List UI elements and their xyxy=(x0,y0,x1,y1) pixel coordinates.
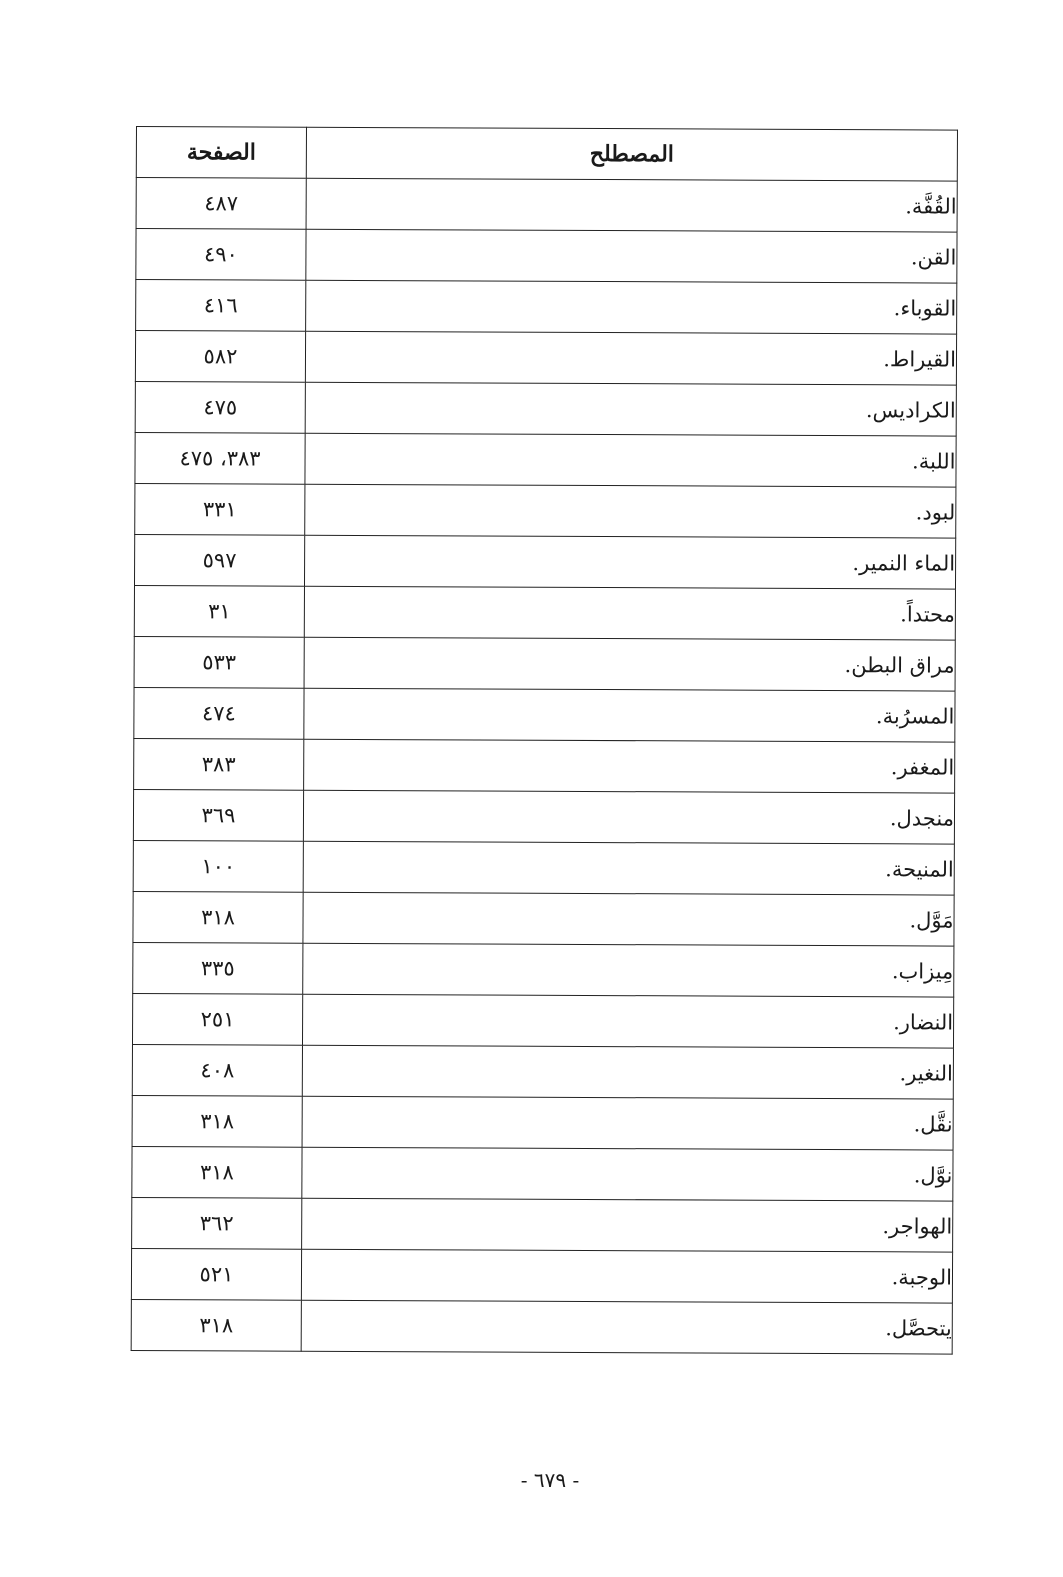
term-cell: مراق البطن. xyxy=(304,637,955,691)
page-cell: ٤١٦ xyxy=(136,280,306,332)
term-cell: القن. xyxy=(306,229,957,283)
table-row xyxy=(133,942,954,997)
page-cell: ٥٨٢ xyxy=(135,331,305,383)
page-cell: ١٠٠ xyxy=(133,840,303,892)
term-cell: لبود. xyxy=(305,484,956,538)
page-cell: ٣٣١ xyxy=(135,483,305,535)
term-cell: الماء النمير. xyxy=(304,535,955,589)
term-cell: المسرُبة. xyxy=(304,688,955,742)
term-cell: اللبة. xyxy=(305,433,956,487)
table-row xyxy=(131,1299,952,1354)
table-body xyxy=(131,178,957,1355)
page-column-header: الصفحة xyxy=(136,127,306,179)
page-cell: ٥٣٣ xyxy=(134,636,304,688)
term-cell: القوباء. xyxy=(306,280,957,334)
table-row xyxy=(133,789,954,844)
term-cell: المغفر. xyxy=(304,739,955,793)
table-row xyxy=(135,483,956,538)
page-cell: ٤٩٠ xyxy=(136,229,306,281)
term-cell: القيراط. xyxy=(305,331,956,385)
term-cell: نقَّل. xyxy=(302,1096,953,1150)
table-row xyxy=(132,1044,953,1099)
page-cell: ٣٦٩ xyxy=(133,789,303,841)
term-cell: مَوَّل. xyxy=(303,892,954,946)
index-table xyxy=(131,126,958,1355)
term-cell: الهواجر. xyxy=(302,1198,953,1252)
term-column-header: المصطلح xyxy=(306,127,957,181)
table-row xyxy=(132,993,953,1048)
term-cell: الوجبة. xyxy=(301,1249,952,1303)
table-row xyxy=(134,636,955,691)
page-cell: ٤٧٤ xyxy=(134,687,304,739)
term-cell: يتحصَّل. xyxy=(301,1300,952,1354)
table-row xyxy=(134,534,955,589)
term-cell: منجدل. xyxy=(303,790,954,844)
table-row xyxy=(136,280,957,335)
page-cell: ٣٨٣، ٤٧٥ xyxy=(135,432,305,484)
table-row xyxy=(134,585,955,640)
table-row xyxy=(134,738,955,793)
table-row xyxy=(135,381,956,436)
table-row xyxy=(136,229,957,284)
table-row xyxy=(132,1197,953,1252)
page-cell: ٥٩٧ xyxy=(134,534,304,586)
term-cell: النضار. xyxy=(302,994,953,1048)
page-cell: ٣٣٥ xyxy=(133,942,303,994)
term-cell: نوَّل. xyxy=(302,1147,953,1201)
table-row xyxy=(131,1248,952,1303)
table-row xyxy=(135,331,956,386)
page-cell: ٣١٨ xyxy=(132,1146,302,1198)
page-cell: ٣١٨ xyxy=(132,1095,302,1147)
table-row xyxy=(134,687,955,742)
page-cell: ٤٧٥ xyxy=(135,381,305,433)
table-row xyxy=(136,178,957,233)
table-row xyxy=(135,432,956,487)
page-cell: ٣١ xyxy=(134,585,304,637)
term-cell: محتداً. xyxy=(304,586,955,640)
page-number: - ٦٧٩ - xyxy=(520,1468,580,1492)
page-cell: ٤٠٨ xyxy=(132,1044,302,1096)
table-row xyxy=(133,840,954,895)
term-cell: النغير. xyxy=(302,1045,953,1099)
table-row xyxy=(132,1146,953,1201)
term-cell: مِيزاب. xyxy=(303,943,954,997)
page-cell: ٤٨٧ xyxy=(136,178,306,230)
page-cell: ٢٥١ xyxy=(132,993,302,1045)
table-header-row xyxy=(136,127,957,182)
term-cell: المنيحة. xyxy=(303,841,954,895)
page-cell: ٣٦٢ xyxy=(132,1197,302,1249)
page-cell: ٥٢١ xyxy=(131,1248,301,1300)
page-cell: ٣١٨ xyxy=(131,1299,301,1351)
page-cell: ٣٨٣ xyxy=(134,738,304,790)
table-row xyxy=(133,891,954,946)
term-cell: الكراديس. xyxy=(305,382,956,436)
page-cell: ٣١٨ xyxy=(133,891,303,943)
term-cell: القُفَّة. xyxy=(306,178,957,232)
table-row xyxy=(132,1095,953,1150)
